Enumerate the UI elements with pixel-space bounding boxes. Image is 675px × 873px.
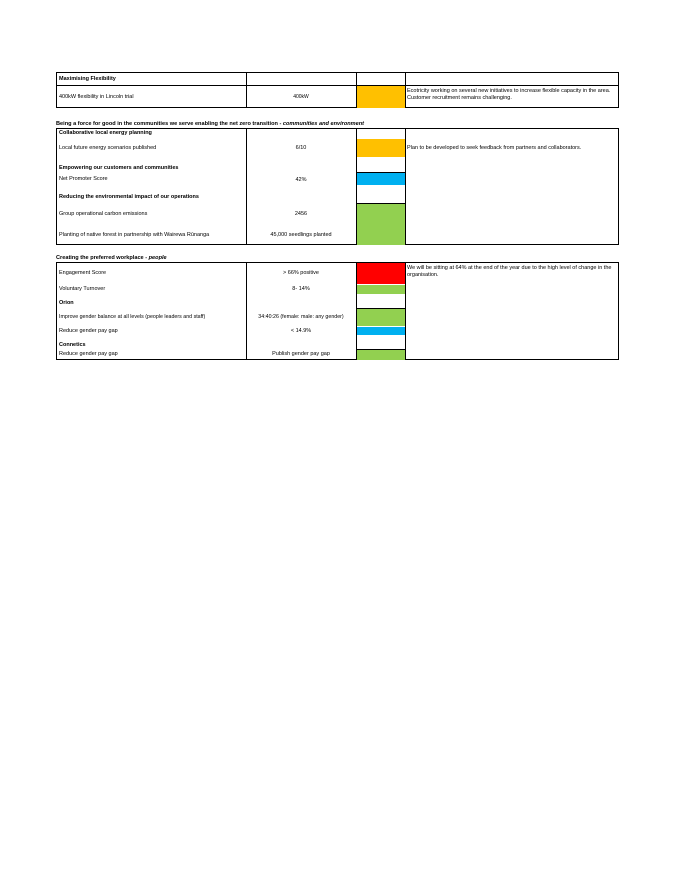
community-row-4-label: Planting of native forest in partnership with Wairewa Rūnanga	[59, 232, 210, 238]
community-sub-environment: Reducing the environmental impact of our operations	[59, 194, 199, 200]
community-status-1	[357, 139, 405, 157]
people-row-2-target: 8- 14%	[292, 286, 310, 292]
people-row-1-comment: We will be sitting at 64% at the end of the year due to the high level of change in the organisation.	[407, 265, 612, 278]
people-section-title: Creating the preferred workplace - people	[56, 255, 167, 261]
people-section	[56, 255, 620, 360]
flexibility-row-label: 400kW flexibility in Lincoln trial	[59, 94, 134, 100]
flexibility-row-target: 400kW	[293, 94, 309, 100]
people-row-3-label: Improve gender balance at all levels (people leaders and staff)	[59, 314, 206, 320]
people-row-1-target: > 66% positive	[283, 270, 319, 276]
flexibility-header: Maximising Flexibility	[59, 76, 116, 82]
community-table	[56, 128, 619, 245]
people-row-5-target: Publish gender pay gap	[272, 351, 330, 357]
community-row-3-label: Group operational carbon emissions	[59, 211, 148, 217]
people-row-5-label: Reduce gender pay gap	[59, 351, 118, 357]
community-sub-customers: Empowering our customers and communities	[59, 165, 179, 171]
flexibility-status	[357, 86, 405, 108]
community-row-1-label: Local future energy scenarios published	[59, 145, 157, 151]
people-status-2	[357, 285, 405, 294]
community-row-1-comment: Plan to be developed to seek feedback from partners and collaborators.	[407, 145, 582, 151]
community-row-2-label: Net Promoter Score	[59, 176, 108, 182]
people-row-4-label: Reduce gender pay gap	[59, 328, 118, 334]
people-row-3-target: 34:40:26 (female: male: any gender)	[258, 314, 344, 320]
people-status-5	[357, 350, 405, 360]
flexibility-table	[56, 72, 619, 108]
people-row-1-label: Engagement Score	[59, 270, 107, 276]
community-row-4-target: 45,000 seedlings planted	[270, 232, 332, 238]
people-sub-orion: Orion	[59, 300, 74, 306]
people-row-2-label: Voluntary Turnover	[59, 286, 106, 292]
community-status-3	[357, 204, 405, 245]
people-sub-connetics: Connetics	[59, 342, 86, 348]
community-row-2-target: 42%	[295, 177, 307, 183]
people-row-4-target: < 14.9%	[290, 328, 312, 334]
community-status-2	[357, 173, 405, 185]
people-status-3	[357, 309, 405, 326]
community-section-title: Being a force for good in the communities we serve enabling the net zero transition - communities and environment	[56, 121, 365, 127]
people-status-1	[357, 263, 405, 284]
community-section	[56, 121, 620, 245]
flexibility-section	[56, 72, 620, 108]
community-sub-planning: Collaborative local energy planning	[59, 130, 152, 136]
flexibility-row-comment: Ecotricity working on several new initiatives to increase flexible capacity in the area. Customer recruitment remains challenging.	[407, 88, 611, 101]
community-row-1-target: 6/10	[295, 145, 307, 151]
people-table	[56, 262, 619, 360]
people-status-4	[357, 327, 405, 335]
community-row-3-target: 2456	[294, 211, 308, 217]
